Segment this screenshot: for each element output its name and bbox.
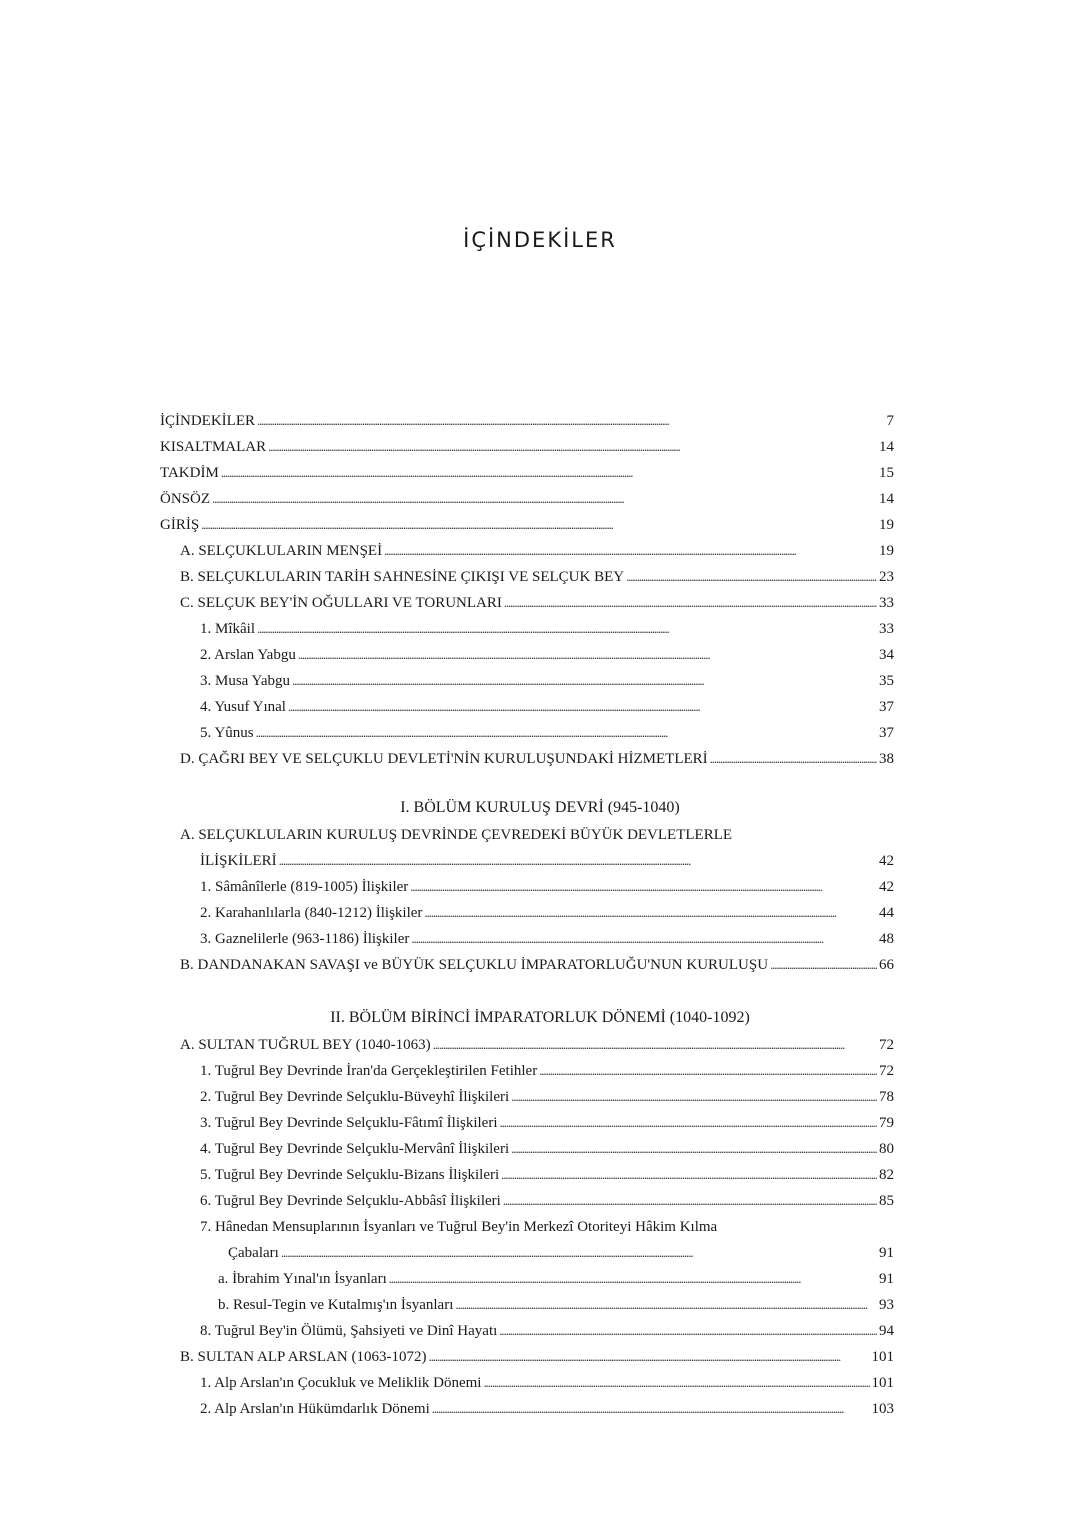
dot-leader <box>501 1164 877 1186</box>
dot-leader <box>483 1372 869 1394</box>
toc-entry-label: 5. Tuğrul Bey Devrinde Selçuklu-Bizans İlişkileri <box>200 1167 500 1183</box>
dot-leader <box>288 696 877 718</box>
toc-entry-label: TAKDİM <box>160 465 219 481</box>
dot-leader <box>256 722 877 744</box>
toc-entry-page: 42 <box>879 853 894 869</box>
toc-entry-page: 91 <box>879 1245 894 1261</box>
dot-leader <box>499 1112 877 1134</box>
toc-entry-page: 94 <box>879 1323 894 1339</box>
toc-entry-label: 5. Yûnus <box>200 725 254 741</box>
toc-entry[interactable] <box>200 644 894 666</box>
toc-entry-label[interactable]: 7. Hânedan Mensuplarının İsyanları ve Tuğrul Bey'in Merkezî Otoriteyi Hâkim Kılma <box>200 1219 718 1235</box>
toc-entry[interactable] <box>160 488 894 510</box>
dot-leader <box>221 462 877 484</box>
toc-entry-label: 1. Tuğrul Bey Devrinde İran'da Gerçekleştirilen Fetihler <box>200 1063 538 1079</box>
dot-leader <box>201 514 877 536</box>
toc-entry-page: 33 <box>879 621 894 637</box>
toc-entry[interactable] <box>200 1112 894 1134</box>
toc-entry-page: 48 <box>879 931 894 947</box>
toc-entry-label: 1. Sâmânîlerle (819-1005) İlişkiler <box>200 879 409 895</box>
toc-entry-label: ÖNSÖZ <box>160 491 211 507</box>
toc-entry-page: 38 <box>879 751 894 767</box>
dot-leader <box>626 566 877 588</box>
toc-entry[interactable] <box>200 850 894 872</box>
toc-entry-page: 7 <box>886 413 894 429</box>
toc-entry[interactable] <box>218 1294 894 1316</box>
toc-entry[interactable] <box>200 902 894 924</box>
toc-entry-label: 1. Mîkâil <box>200 621 255 637</box>
toc-entry[interactable] <box>180 1034 894 1056</box>
toc-entry-page: 34 <box>879 647 894 663</box>
dot-leader <box>539 1060 877 1082</box>
toc-entry-label: A. SULTAN TUĞRUL BEY (1040-1063) <box>180 1037 431 1053</box>
dot-leader <box>504 592 877 614</box>
toc-entry-page: 19 <box>879 543 894 559</box>
toc-entry-page: 82 <box>879 1167 894 1183</box>
toc-entry-label: GİRİŞ <box>160 517 200 533</box>
toc-entry-label: 4. Tuğrul Bey Devrinde Selçuklu-Mervânî İlişkileri <box>200 1141 510 1157</box>
toc-entry-label: D. ÇAĞRI BEY VE SELÇUKLU DEVLETİ'NİN KURULUŞUNDAKİ HİZMETLERİ <box>180 751 708 767</box>
toc-entry-label: 2. Tuğrul Bey Devrinde Selçuklu-Büveyhî İlişkileri <box>200 1089 510 1105</box>
dot-leader <box>257 410 885 432</box>
page-title: İÇİNDEKİLER <box>463 228 617 252</box>
dot-leader <box>298 644 877 666</box>
toc-entry[interactable] <box>200 722 894 744</box>
toc-entry[interactable] <box>200 696 894 718</box>
dot-leader <box>384 540 877 562</box>
toc-entry-page: 23 <box>879 569 894 585</box>
toc-entry[interactable] <box>200 618 894 640</box>
toc-entry[interactable] <box>160 436 894 458</box>
toc-entry-label: 3. Musa Yabgu <box>200 673 291 689</box>
dot-leader <box>770 954 877 976</box>
toc-entry-page: 101 <box>871 1375 894 1391</box>
toc-entry-label: İLİŞKİLERİ <box>200 853 277 869</box>
toc-entry-label: A. SELÇUKLULARIN MENŞEİ <box>180 543 383 559</box>
toc-entry[interactable] <box>180 748 894 770</box>
toc-entry[interactable] <box>180 954 894 976</box>
toc-entry-page: 72 <box>879 1037 894 1053</box>
toc-entry-label: 8. Tuğrul Bey'in Ölümü, Şahsiyeti ve Dinî Hayatı <box>200 1323 498 1339</box>
toc-entry-label: 3. Tuğrul Bey Devrinde Selçuklu-Fâtımî İlişkileri <box>200 1115 498 1131</box>
toc-entry-page: 14 <box>879 439 894 455</box>
toc-entry-label: 6. Tuğrul Bey Devrinde Selçuklu-Abbâsî İlişkileri <box>200 1193 501 1209</box>
dot-leader <box>511 1086 877 1108</box>
toc-entry[interactable] <box>228 1242 894 1264</box>
dot-leader <box>410 876 877 898</box>
toc-entry-page: 14 <box>879 491 894 507</box>
dot-leader <box>279 850 877 872</box>
toc-entry[interactable] <box>200 1190 894 1212</box>
toc-entry-label: B. DANDANAKAN SAVAŞI ve BÜYÜK SELÇUKLU İMPARATORLUĞU'NUN KURULUŞU <box>180 957 769 973</box>
toc-entry-label: 2. Karahanlılarla (840-1212) İlişkiler <box>200 905 423 921</box>
toc-entry-page: 85 <box>879 1193 894 1209</box>
dot-leader <box>511 1138 877 1160</box>
toc-entry[interactable] <box>160 410 894 432</box>
dot-leader <box>212 488 877 510</box>
dot-leader <box>292 670 877 692</box>
toc-entry-label: B. SELÇUKLULARIN TARİH SAHNESİNE ÇIKIŞI VE SELÇUK BEY <box>180 569 625 585</box>
toc-entry-label[interactable]: A. SELÇUKLULARIN KURULUŞ DEVRİNDE ÇEVREDEKİ BÜYÜK DEVLETLERLE <box>180 827 733 843</box>
toc-entry[interactable] <box>200 876 894 898</box>
toc-entry-page: 101 <box>871 1349 894 1365</box>
dot-leader <box>281 1242 877 1264</box>
toc-entry[interactable] <box>200 928 894 950</box>
toc-entry-label: B. SULTAN ALP ARSLAN (1063-1072) <box>180 1349 427 1365</box>
toc-entry-label: KISALTMALAR <box>160 439 267 455</box>
dot-leader <box>433 1034 877 1056</box>
toc-entry[interactable] <box>200 1320 894 1342</box>
toc-entry-page: 91 <box>879 1271 894 1287</box>
toc-entry[interactable] <box>200 670 894 692</box>
toc-entry[interactable] <box>218 1268 894 1290</box>
toc-entry-label: 4. Yusuf Yınal <box>200 699 286 715</box>
toc-entry-page: 33 <box>879 595 894 611</box>
toc-entry[interactable] <box>200 1398 894 1420</box>
toc-entry-label: 2. Alp Arslan'ın Hükümdarlık Dönemi <box>200 1401 430 1417</box>
toc-entry-page: 44 <box>879 905 894 921</box>
dot-leader <box>710 748 877 770</box>
toc-entry-page: 37 <box>879 725 894 741</box>
toc-entry[interactable] <box>200 1372 894 1394</box>
toc-entry-label: 1. Alp Arslan'ın Çocukluk ve Meliklik Dönemi <box>200 1375 482 1391</box>
toc-entry[interactable] <box>200 1060 894 1082</box>
toc-entry-label: Çabaları <box>228 1245 279 1261</box>
toc-entry[interactable] <box>180 592 894 614</box>
toc-entry[interactable] <box>160 514 894 536</box>
toc-entry-page: 15 <box>879 465 894 481</box>
toc-entry[interactable] <box>180 1346 894 1368</box>
toc-entry-label: C. SELÇUK BEY'İN OĞULLARI VE TORUNLARI <box>180 595 502 611</box>
dot-leader <box>499 1320 877 1342</box>
toc-entry[interactable] <box>180 540 894 562</box>
dot-leader <box>432 1398 870 1420</box>
dot-leader <box>268 436 877 458</box>
toc-entry-label: a. İbrahim Yınal'ın İsyanları <box>218 1271 387 1287</box>
dot-leader <box>424 902 877 924</box>
part-heading: II. BÖLÜM BİRİNCİ İMPARATORLUK DÖNEMİ (1040-1092) <box>330 1009 750 1026</box>
toc-entry-page: 35 <box>879 673 894 689</box>
toc-entry[interactable] <box>180 566 894 588</box>
toc-entry-page: 72 <box>879 1063 894 1079</box>
toc-entry-page: 42 <box>879 879 894 895</box>
toc-entry-page: 66 <box>879 957 894 973</box>
toc-entry[interactable] <box>160 462 894 484</box>
dot-leader <box>411 928 877 950</box>
toc-entry-label: 3. Gaznelilerle (963-1186) İlişkiler <box>200 931 410 947</box>
toc-entry-label: İÇİNDEKİLER <box>160 413 255 429</box>
toc-entry-page: 79 <box>879 1115 894 1131</box>
toc-entry-page: 103 <box>871 1401 894 1417</box>
toc-entry-page: 19 <box>879 517 894 533</box>
toc-entry-page: 80 <box>879 1141 894 1157</box>
toc-entry[interactable] <box>200 1138 894 1160</box>
toc-entry-label: b. Resul-Tegin ve Kutalmış'ın İsyanları <box>218 1297 454 1313</box>
toc-entry-page: 37 <box>879 699 894 715</box>
dot-leader <box>503 1190 877 1212</box>
dot-leader <box>257 618 877 640</box>
dot-leader <box>389 1268 877 1290</box>
part-heading: I. BÖLÜM KURULUŞ DEVRİ (945-1040) <box>400 799 680 816</box>
toc-entry[interactable] <box>200 1164 894 1186</box>
toc-entry-label: 2. Arslan Yabgu <box>200 647 296 663</box>
toc-entry-page: 93 <box>879 1297 894 1313</box>
toc-entry-page: 78 <box>879 1089 894 1105</box>
dot-leader <box>455 1294 877 1316</box>
toc-entry[interactable] <box>200 1086 894 1108</box>
dot-leader <box>428 1346 869 1368</box>
